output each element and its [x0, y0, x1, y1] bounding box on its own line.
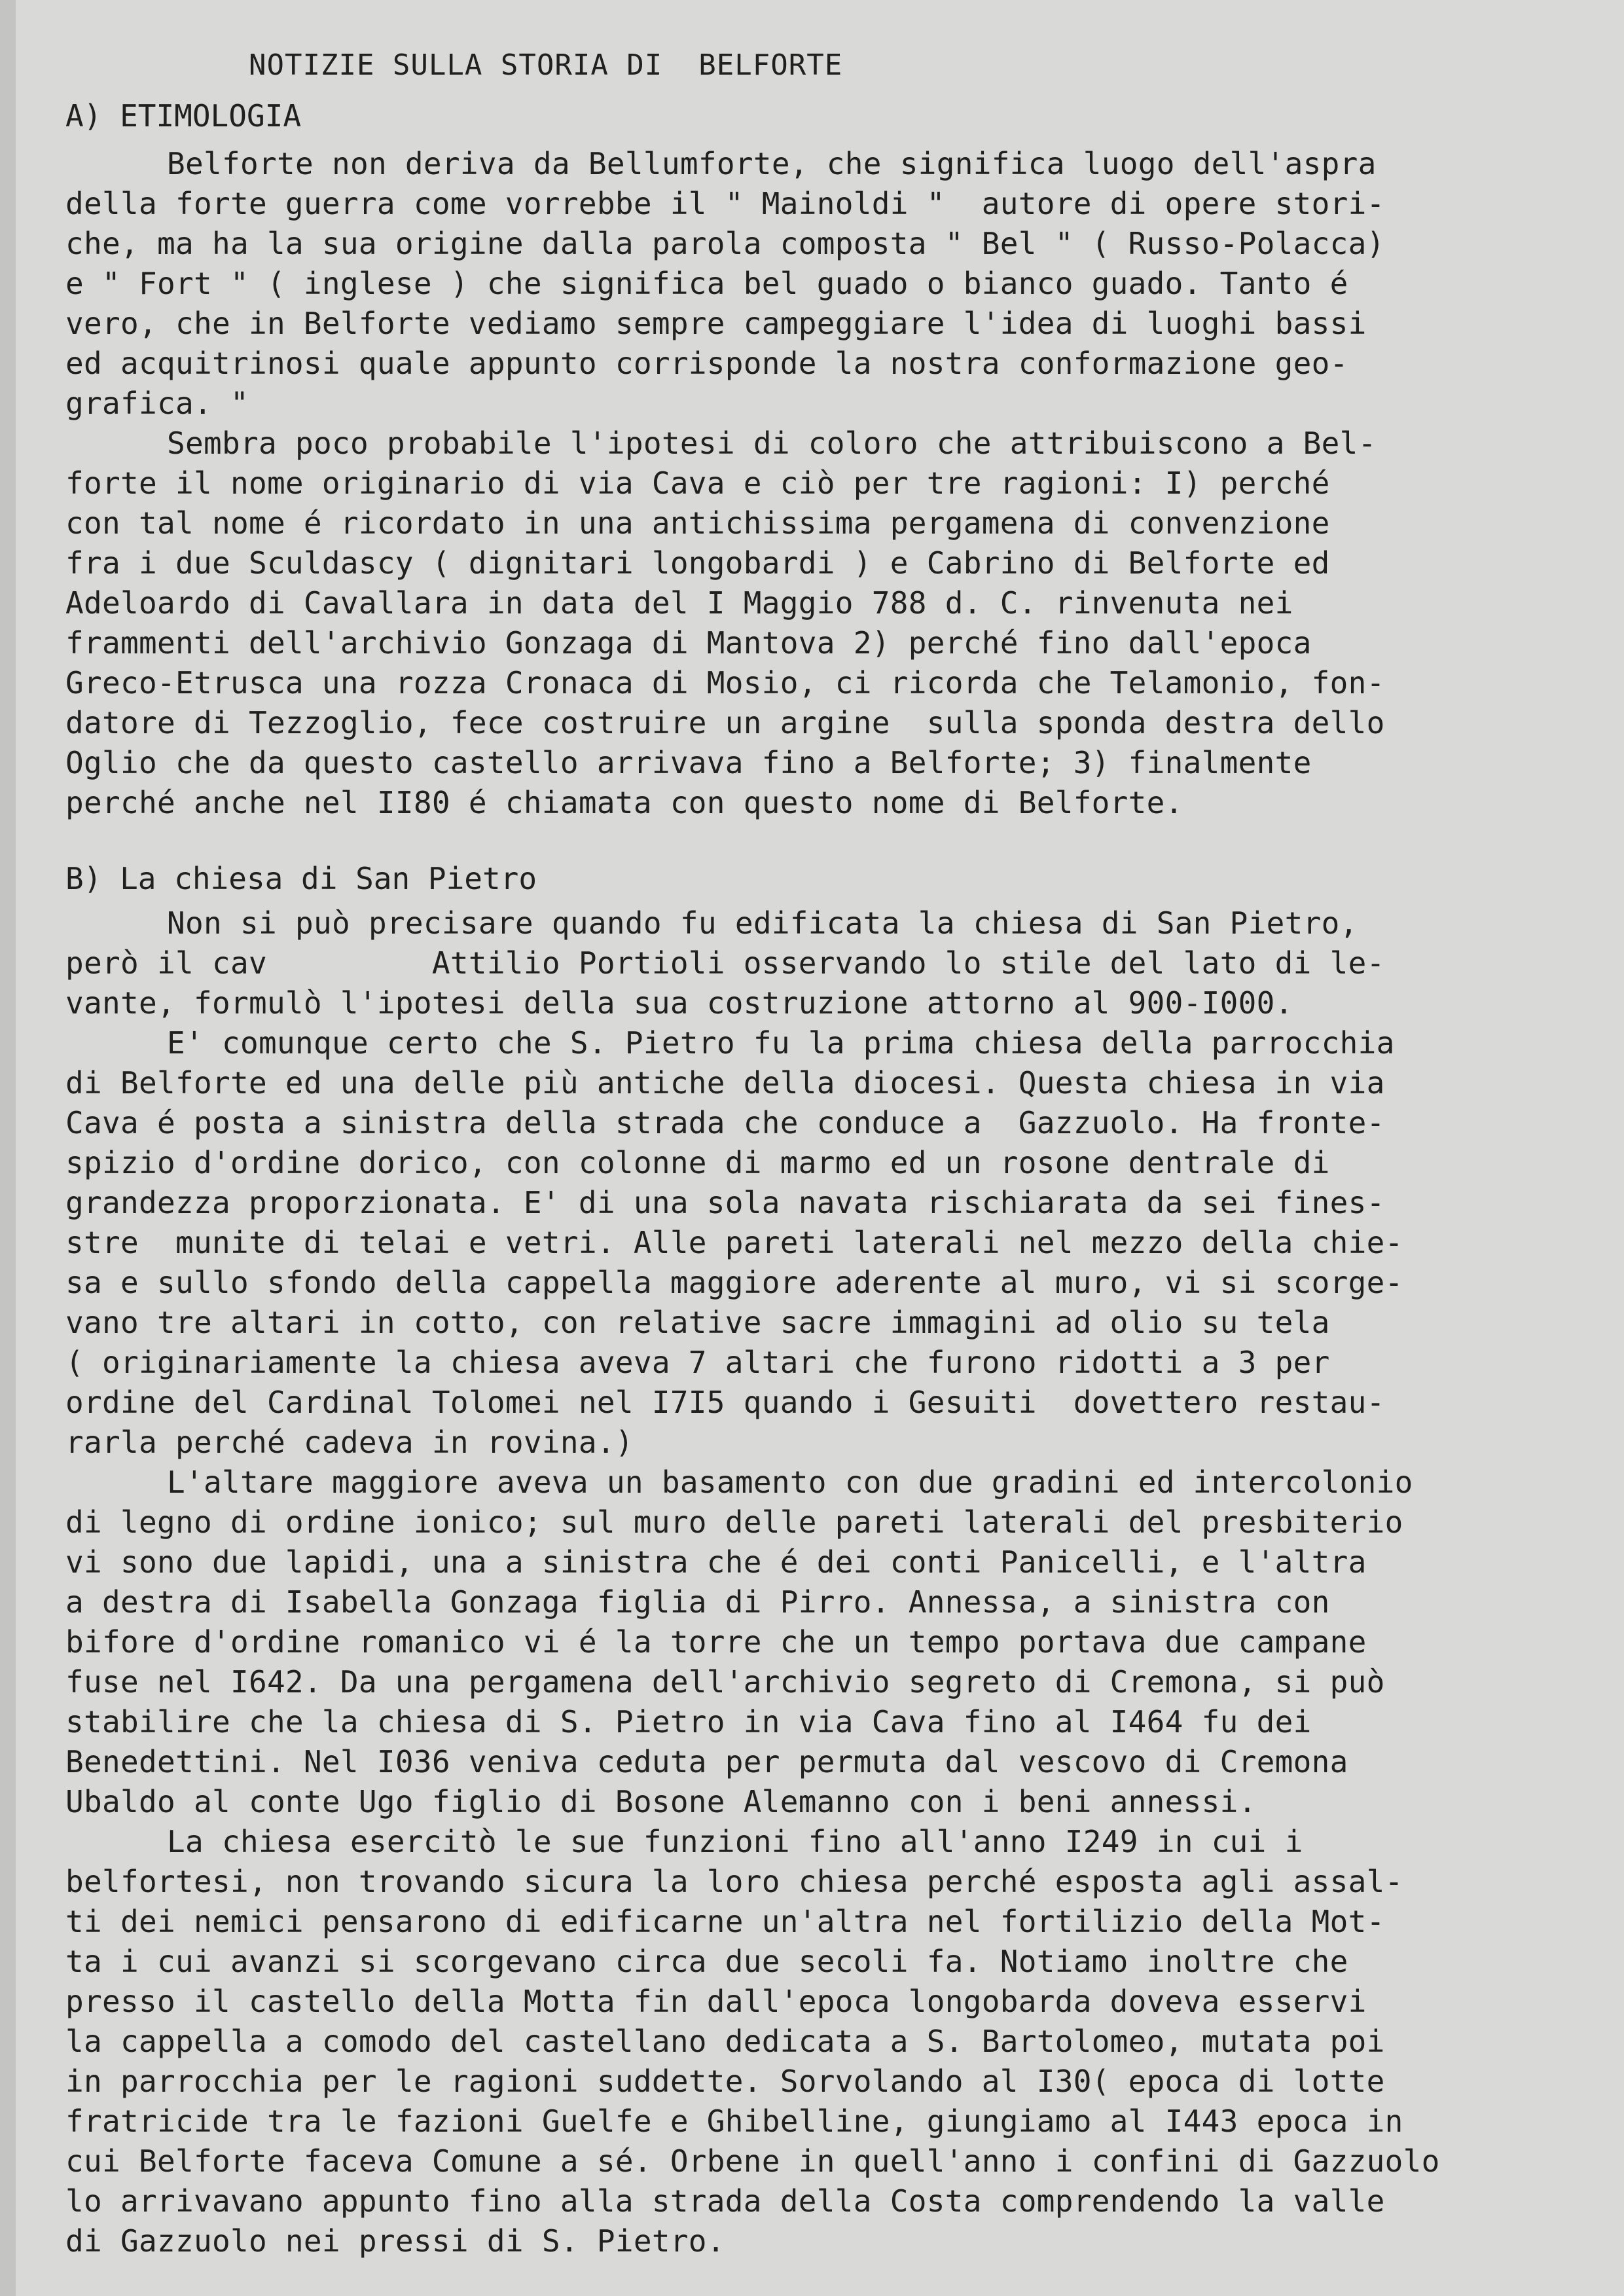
text-line: ordine del Cardinal Tolomei nel I7I5 quando i Gesuiti dovettero restau-	[65, 1385, 1385, 1420]
text-line: datore di Tezzoglio, fece costruire un argine sulla sponda destra dello	[65, 705, 1385, 740]
text-line: vante, formulò l'ipotesi della sua costruzione attorno al 900-I000.	[65, 985, 1293, 1021]
text-line: Benedettini. Nel I036 veniva ceduta per permuta dal vescovo di Cremona	[65, 1744, 1348, 1779]
text-line: fra i due Sculdascy ( dignitari longobardi ) e Cabrino di Belforte ed	[65, 545, 1330, 581]
section-a-heading: A) ETIMOLOGIA	[65, 98, 302, 134]
text-line: ed acquitrinosi quale appunto corrisponde la nostra conformazione geo-	[65, 346, 1348, 381]
text-line: grafica. "	[65, 386, 249, 421]
text-line: Cava é posta a sinistra della strada che conduce a Gazzuolo. Ha fronte-	[65, 1105, 1385, 1140]
text-line: sa e sullo sfondo della cappella maggiore aderente al muro, vi si scorge-	[65, 1265, 1403, 1300]
text-line: Non si può precisare quando fu edificata la chiesa di San Pietro,	[167, 905, 1358, 941]
text-line: E' comunque certo che S. Pietro fu la prima chiesa della parrocchia	[167, 1025, 1395, 1061]
text-line: a destra di Isabella Gonzaga figlia di Pirro. Annessa, a sinistra con	[65, 1584, 1330, 1620]
text-line: Ubaldo al conte Ugo figlio di Bosone Alemanno con i beni annessi.	[65, 1784, 1257, 1819]
text-line: Sembra poco probabile l'ipotesi di coloro che attribuiscono a Bel-	[167, 426, 1377, 461]
text-line: della forte guerra come vorrebbe il " Mainoldi " autore di opere stori-	[65, 186, 1385, 221]
text-line: e " Fort " ( inglese ) che significa bel guado o bianco guado. Tanto é	[65, 266, 1348, 301]
text-line: la cappella a comodo del castellano dedicata a S. Bartolomeo, mutata poi	[65, 2024, 1385, 2059]
text-line: grandezza proporzionata. E' di una sola navata rischiarata da sei fines-	[65, 1185, 1385, 1220]
text-line: cui Belforte faceva Comune a sé. Orbene in quell'anno i confini di Gazzuolo	[65, 2143, 1440, 2179]
text-line: vano tre altari in cotto, con relative sacre immagini ad olio su tela	[65, 1305, 1330, 1340]
text-line: Belforte non deriva da Bellumforte, che significa luogo dell'aspra	[167, 146, 1377, 181]
text-line: con tal nome é ricordato in una antichissima pergamena di convenzione	[65, 505, 1330, 541]
text-line: fuse nel I642. Da una pergamena dell'archivio segreto di Cremona, si può	[65, 1664, 1385, 1700]
text-line: di Belforte ed una delle più antiche della diocesi. Questa chiesa in via	[65, 1065, 1385, 1101]
text-line: vi sono due lapidi, una a sinistra che é dei conti Panicelli, e l'altra	[65, 1544, 1367, 1580]
text-line: Adeloardo di Cavallara in data del I Maggio 788 d. C. rinvenuta nei	[65, 585, 1293, 621]
text-line: La chiesa esercitò le sue funzioni fino all'anno I249 in cui i	[167, 1824, 1303, 1859]
text-line: di legno di ordine ionico; sul muro delle pareti laterali del presbiterio	[65, 1504, 1403, 1540]
text-line: lo arrivavano appunto fino alla strada della Costa comprendendo la valle	[65, 2183, 1385, 2219]
text-line: frammenti dell'archivio Gonzaga di Mantova 2) perché fino dall'epoca	[65, 625, 1312, 661]
section-b-heading: B) La chiesa di San Pietro	[65, 861, 537, 896]
text-line: L'altare maggiore aveva un basamento con due gradini ed intercolonio	[167, 1465, 1413, 1500]
text-line: rarla perché cadeva in rovina.)	[65, 1425, 634, 1460]
text-line: fratricide tra le fazioni Guelfe e Ghibelline, giungiamo al I443 epoca in	[65, 2104, 1403, 2139]
text-line: stabilire che la chiesa di S. Pietro in via Cava fino al I464 fu dei	[65, 1704, 1312, 1740]
text-line: però il cav Attilio Portioli osservando lo stile del lato di le-	[65, 945, 1385, 981]
text-line: ti dei nemici pensarono di edificarne un'altra nel fortilizio della Mot-	[65, 1904, 1385, 1939]
page-edge	[0, 0, 16, 2296]
text-line: in parrocchia per le ragioni suddette. Sorvolando al I30( epoca di lotte	[65, 2064, 1385, 2099]
text-line: forte il nome originario di via Cava e ciò per tre ragioni: I) perché	[65, 465, 1330, 501]
text-line: spizio d'ordine dorico, con colonne di marmo ed un rosone dentrale di	[65, 1145, 1330, 1180]
text-line: Greco-Etrusca una rozza Cronaca di Mosio, ci ricorda che Telamonio, fon-	[65, 665, 1385, 701]
text-line: che, ma ha la sua origine dalla parola composta " Bel " ( Russo-Polacca)	[65, 226, 1385, 261]
text-line: vero, che in Belforte vediamo sempre campeggiare l'idea di luoghi bassi	[65, 306, 1367, 341]
text-line: bifore d'ordine romanico vi é la torre che un tempo portava due campane	[65, 1624, 1367, 1660]
text-line: di Gazzuolo nei pressi di S. Pietro.	[65, 2223, 725, 2259]
text-line: ta i cui avanzi si scorgevano circa due secoli fa. Notiamo inoltre che	[65, 1944, 1348, 1979]
text-line: presso il castello della Motta fin dall'epoca longobarda doveva esservi	[65, 1984, 1367, 2019]
document-title: NOTIZIE SULLA STORIA DI BELFORTE	[249, 48, 843, 82]
text-line: Oglio che da questo castello arrivava fino a Belforte; 3) finalmente	[65, 745, 1312, 780]
text-line: perché anche nel II80 é chiamata con questo nome di Belforte.	[65, 785, 1183, 820]
text-line: belfortesi, non trovando sicura la loro chiesa perché esposta agli assal-	[65, 1864, 1403, 1899]
text-line: stre munite di telai e vetri. Alle pareti laterali nel mezzo della chie-	[65, 1225, 1403, 1260]
text-line: ( originariamente la chiesa aveva 7 altari che furono ridotti a 3 per	[65, 1345, 1330, 1380]
